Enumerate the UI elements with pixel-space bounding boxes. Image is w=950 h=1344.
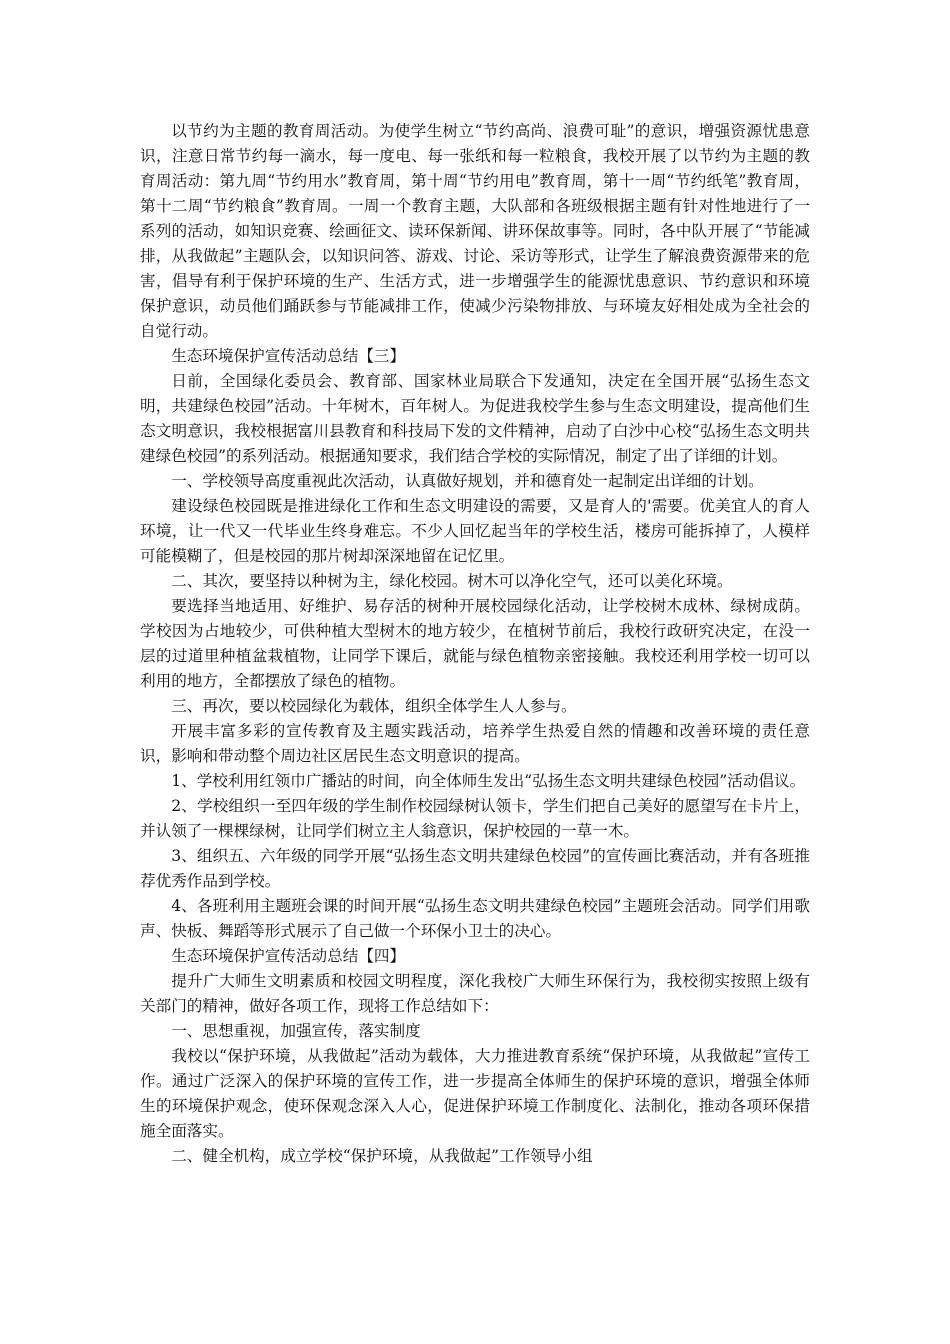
list-item-3: 3、组织五、六年级的同学开展“弘扬生态文明共建绿色校园”的宣传画比赛活动，并有各班推荐优秀作品到学校。 [140, 847, 810, 890]
paragraph-point-two: 二、其次，要坚持以种树为主，绿化校园。树木可以净化空气，还可以美化环境。 [171, 572, 733, 590]
paragraph-point-one: 一、学校领导高度重视此次活动，认真做好规划，并和德育处一起制定出详细的计划。 [171, 472, 764, 490]
list-item-1: 1、学校利用红领巾广播站的时间，向全体师生发出“弘扬生态文明共建绿色校园”活动倡议。 [171, 772, 806, 790]
paragraph-point-three: 三、再次，要以校园绿化为载体，组织全体学生人人参与。 [171, 697, 577, 715]
paragraph-subheading-one: 一、思想重视，加强宣传，落实制度 [171, 1022, 421, 1040]
paragraph-green-campus-need: 建设绿色校园既是推进绿化工作和生态文明建设的需要，又是育人的'需要。优美宜人的育人环境，让一代又一代毕业生终身难忘。不少人回忆起当年的学校生活，楼房可能拆掉了，人模样可能模糊了，但是校园的那片树却深深地留在记忆里。 [140, 497, 810, 565]
paragraph-tree-planting: 要选择当地适用、好维护、易存活的树种开展校园绿化活动，让学校树木成林、绿树成荫。学校因为占地较少，可供种植大型树木的地方较少，在植树节前后，我校行政研究决定，在没一层的过道里种植盆栽植物，让同学下课后，就能与绿色植物亲密接触。我校还利用学校一切可以利用的地方，全都摆放了绿色的植物。 [140, 597, 810, 690]
paragraph-green-campus-notice: 日前，全国绿化委员会、教育部、国家林业局联合下发通知，决定在全国开展“弘扬生态文明，共建绿色校园”活动。十年树木，百年树人。为促进我校学生参与生态文明建设，提高他们生态文明意识，我校根据富川县教育和科技局下发的文件精神，启动了白沙中心校“弘扬生态文明共建绿色校园”的系列活动。根据通知要求，我们结合学校的实际情况，制定了出了详细的计划。 [140, 372, 810, 465]
paragraph-subheading-two: 二、健全机构，成立学校“保护环境，从我做起”工作领导小组 [171, 1147, 593, 1165]
section-heading-three: 生态环境保护宣传活动总结【三】 [171, 347, 406, 365]
document-body [140, 119, 810, 1169]
list-item-4: 4、各班利用主题班会课的时间开展“弘扬生态文明共建绿色校园”主题班会活动。同学们用歌声、快板、舞蹈等形式展示了自己做一个环保小卫士的决心。 [140, 897, 810, 940]
list-item-2: 2、学校组织一至四年级的学生制作校园绿树认领卡，学生们把自己美好的愿望写在卡片上，并认领了一棵棵绿树，让同学们树立主人翁意识，保护校园的一草一木。 [140, 797, 810, 840]
paragraph-summary-intro: 提升广大师生文明素质和校园文明程度，深化我校广大师生环保行为，我校彻实按照上级有关部门的精神，做好各项工作，现将工作总结如下： [140, 972, 810, 1015]
paragraph-protection-campaign: 我校以“保护环境，从我做起”活动为载体，大力推进教育系统“保护环境，从我做起”宣传工作。通过广泛深入的保护环境的宣传工作，进一步提高全体师生的保护环境的意识，增强全体师生的环境保护观念，使环保观念深入人心，促进保护环境工作制度化、法制化，推动各项环保措施全面落实。 [140, 1047, 810, 1140]
paragraph-savings-education-week: 以节约为主题的教育周活动。为使学生树立“节约高尚、浪费可耻”的意识，增强资源忧患意识，注意日常节约每一滴水，每一度电、每一张纸和每一粒粮食，我校开展了以节约为主题的教育周活动：第九周“节约用水”教育周，第十周“节约用电”教育周，第十一周“节约纸笔”教育周，第十二周“节约粮食”教育周。一周一个教育主题，大队部和各班级根据主题有针对性地进行了一系列的活动，如知识竞赛、绘画征文、读环保新闻、讲环保故事等。同时，各中队开展了“节能减排，从我做起”主题队会，以知识问答、游戏、讨论、采访等形式，让学生了解浪费资源带来的危害，倡导有利于保护环境的生产、生活方式，进一步增强学生的能源忧患意识、节约意识和环境保护意识，动员他们踊跃参与节能减排工作，使减少污染物排放、与环境友好相处成为全社会的自觉行动。 [140, 122, 810, 340]
paragraph-activities-intro: 开展丰富多彩的宣传教育及主题实践活动，培养学生热爱自然的情趣和改善环境的责任意识，影响和带动整个周边社区居民生态文明意识的提高。 [140, 722, 810, 765]
section-heading-four: 生态环境保护宣传活动总结【四】 [171, 947, 406, 965]
